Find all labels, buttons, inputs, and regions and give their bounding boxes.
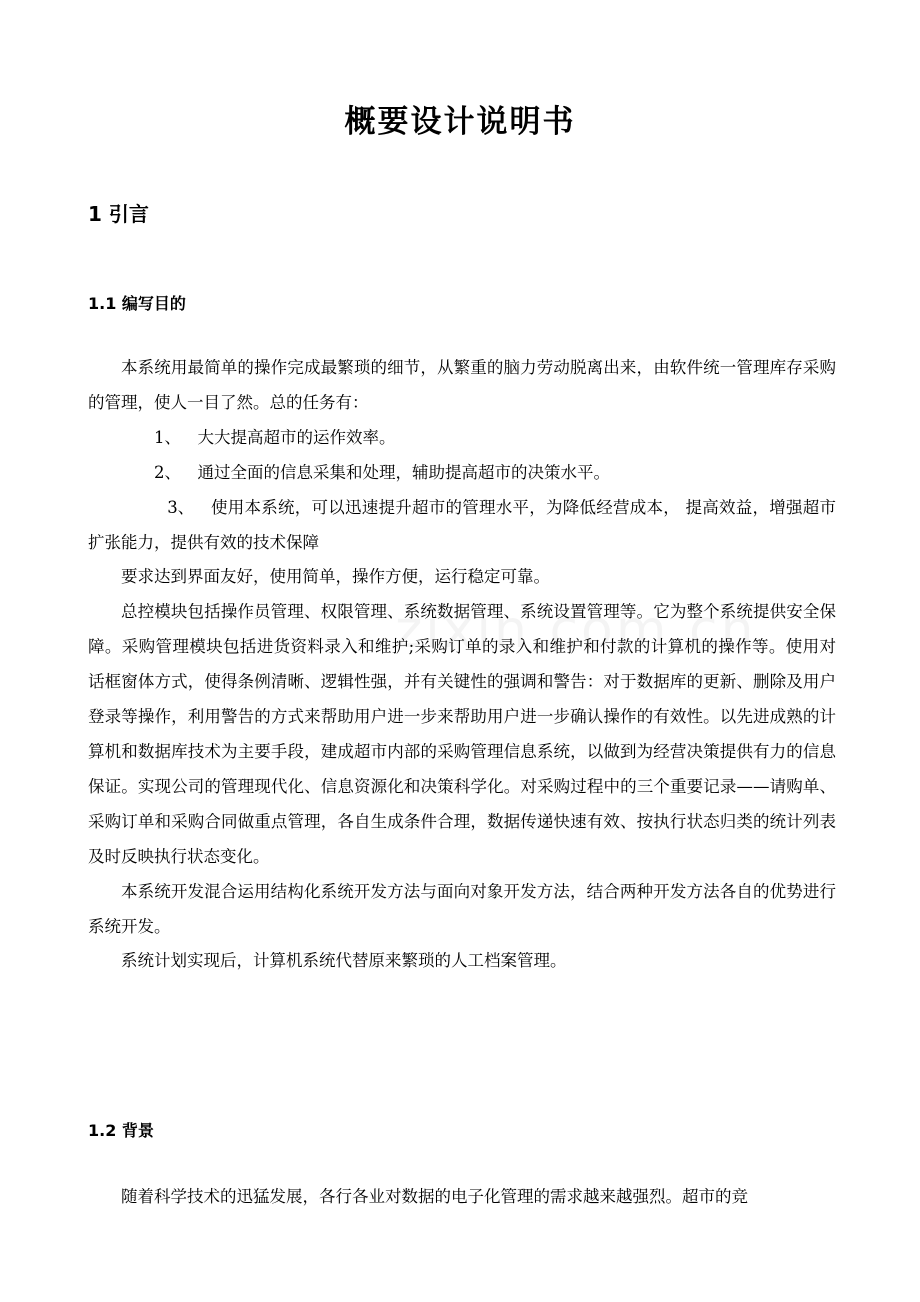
task-item-3 <box>88 491 836 561</box>
intro-paragraph: 本系统用最简单的操作完成最繁琐的细节，从繁重的脑力劳动脱离出来，由软件统一管理库存采购的管理，使人一目了然。总的任务有： <box>88 358 836 412</box>
task-item-1 <box>88 421 836 456</box>
task-number: 1、 <box>154 427 181 447</box>
subsection-heading-purpose: 1.1 编写目的 <box>88 294 186 313</box>
section-heading-introduction: 1 引言 <box>88 202 149 226</box>
task-item-2 <box>88 456 836 491</box>
subsection-heading-background: 1.2 背景 <box>88 1121 154 1140</box>
background-body <box>88 1180 836 1215</box>
task-number: 2、 <box>154 462 181 482</box>
purpose-body <box>88 351 836 979</box>
task-text: 使用本系统，可以迅速提升超市的管理水平，为降低经营成本， 提高效益，增强超市扩张能力，提供有效的技术保障 <box>88 497 836 552</box>
method-paragraph: 本系统开发混合运用结构化系统开发方法与面向对象开发方法，结合两种开发方法各自的优势进行系统开发。 <box>88 881 836 936</box>
document-title: 概要设计说明书 <box>344 104 576 140</box>
requirements-paragraph: 要求达到界面友好，使用简单，操作方便，运行稳定可靠。 <box>121 567 550 587</box>
background-paragraph: 随着科学技术的迅猛发展，各行各业对数据的电子化管理的需求越来越强烈。超市的竞 <box>121 1187 748 1206</box>
plan-paragraph: 系统计划实现后，计算机系统代替原来繁琐的人工档案管理。 <box>121 951 567 971</box>
task-text: 通过全面的信息采集和处理，辅助提高超市的决策水平。 <box>197 462 610 482</box>
modules-paragraph: 总控模块包括操作员管理、权限管理、系统数据管理、系统设置管理等。它为整个系统提供安全保障。采购管理模块包括进货资料录入和维护;采购订单的录入和维护和付款的计算机的操作等。使用对话框窗体方式，使得条例清晰、逻辑性强，并有关键性的强调和警告：对于数据库的更新、删除及用户登录等操作，利用警告的方式来帮助用户进一步来帮助用户进一步确认操作的有效性。以先进成熟的计算机和数据库技术为主要手段，建成超市内部的采购管理信息系统，以做到为经营决策提供有力的信息保证。实现公司的管理现代化、信息资源化和决策科学化。对采购过程中的三个重要记录——请购单、采购订单和采购合同做重点管理，各自生成条件合理，数据传递快速有效、按执行状态归类的统计列表及时反映执行状态变化。 <box>88 602 836 866</box>
task-text: 大大提高超市的运作效率。 <box>197 427 396 447</box>
task-number: 3、 <box>167 497 195 517</box>
